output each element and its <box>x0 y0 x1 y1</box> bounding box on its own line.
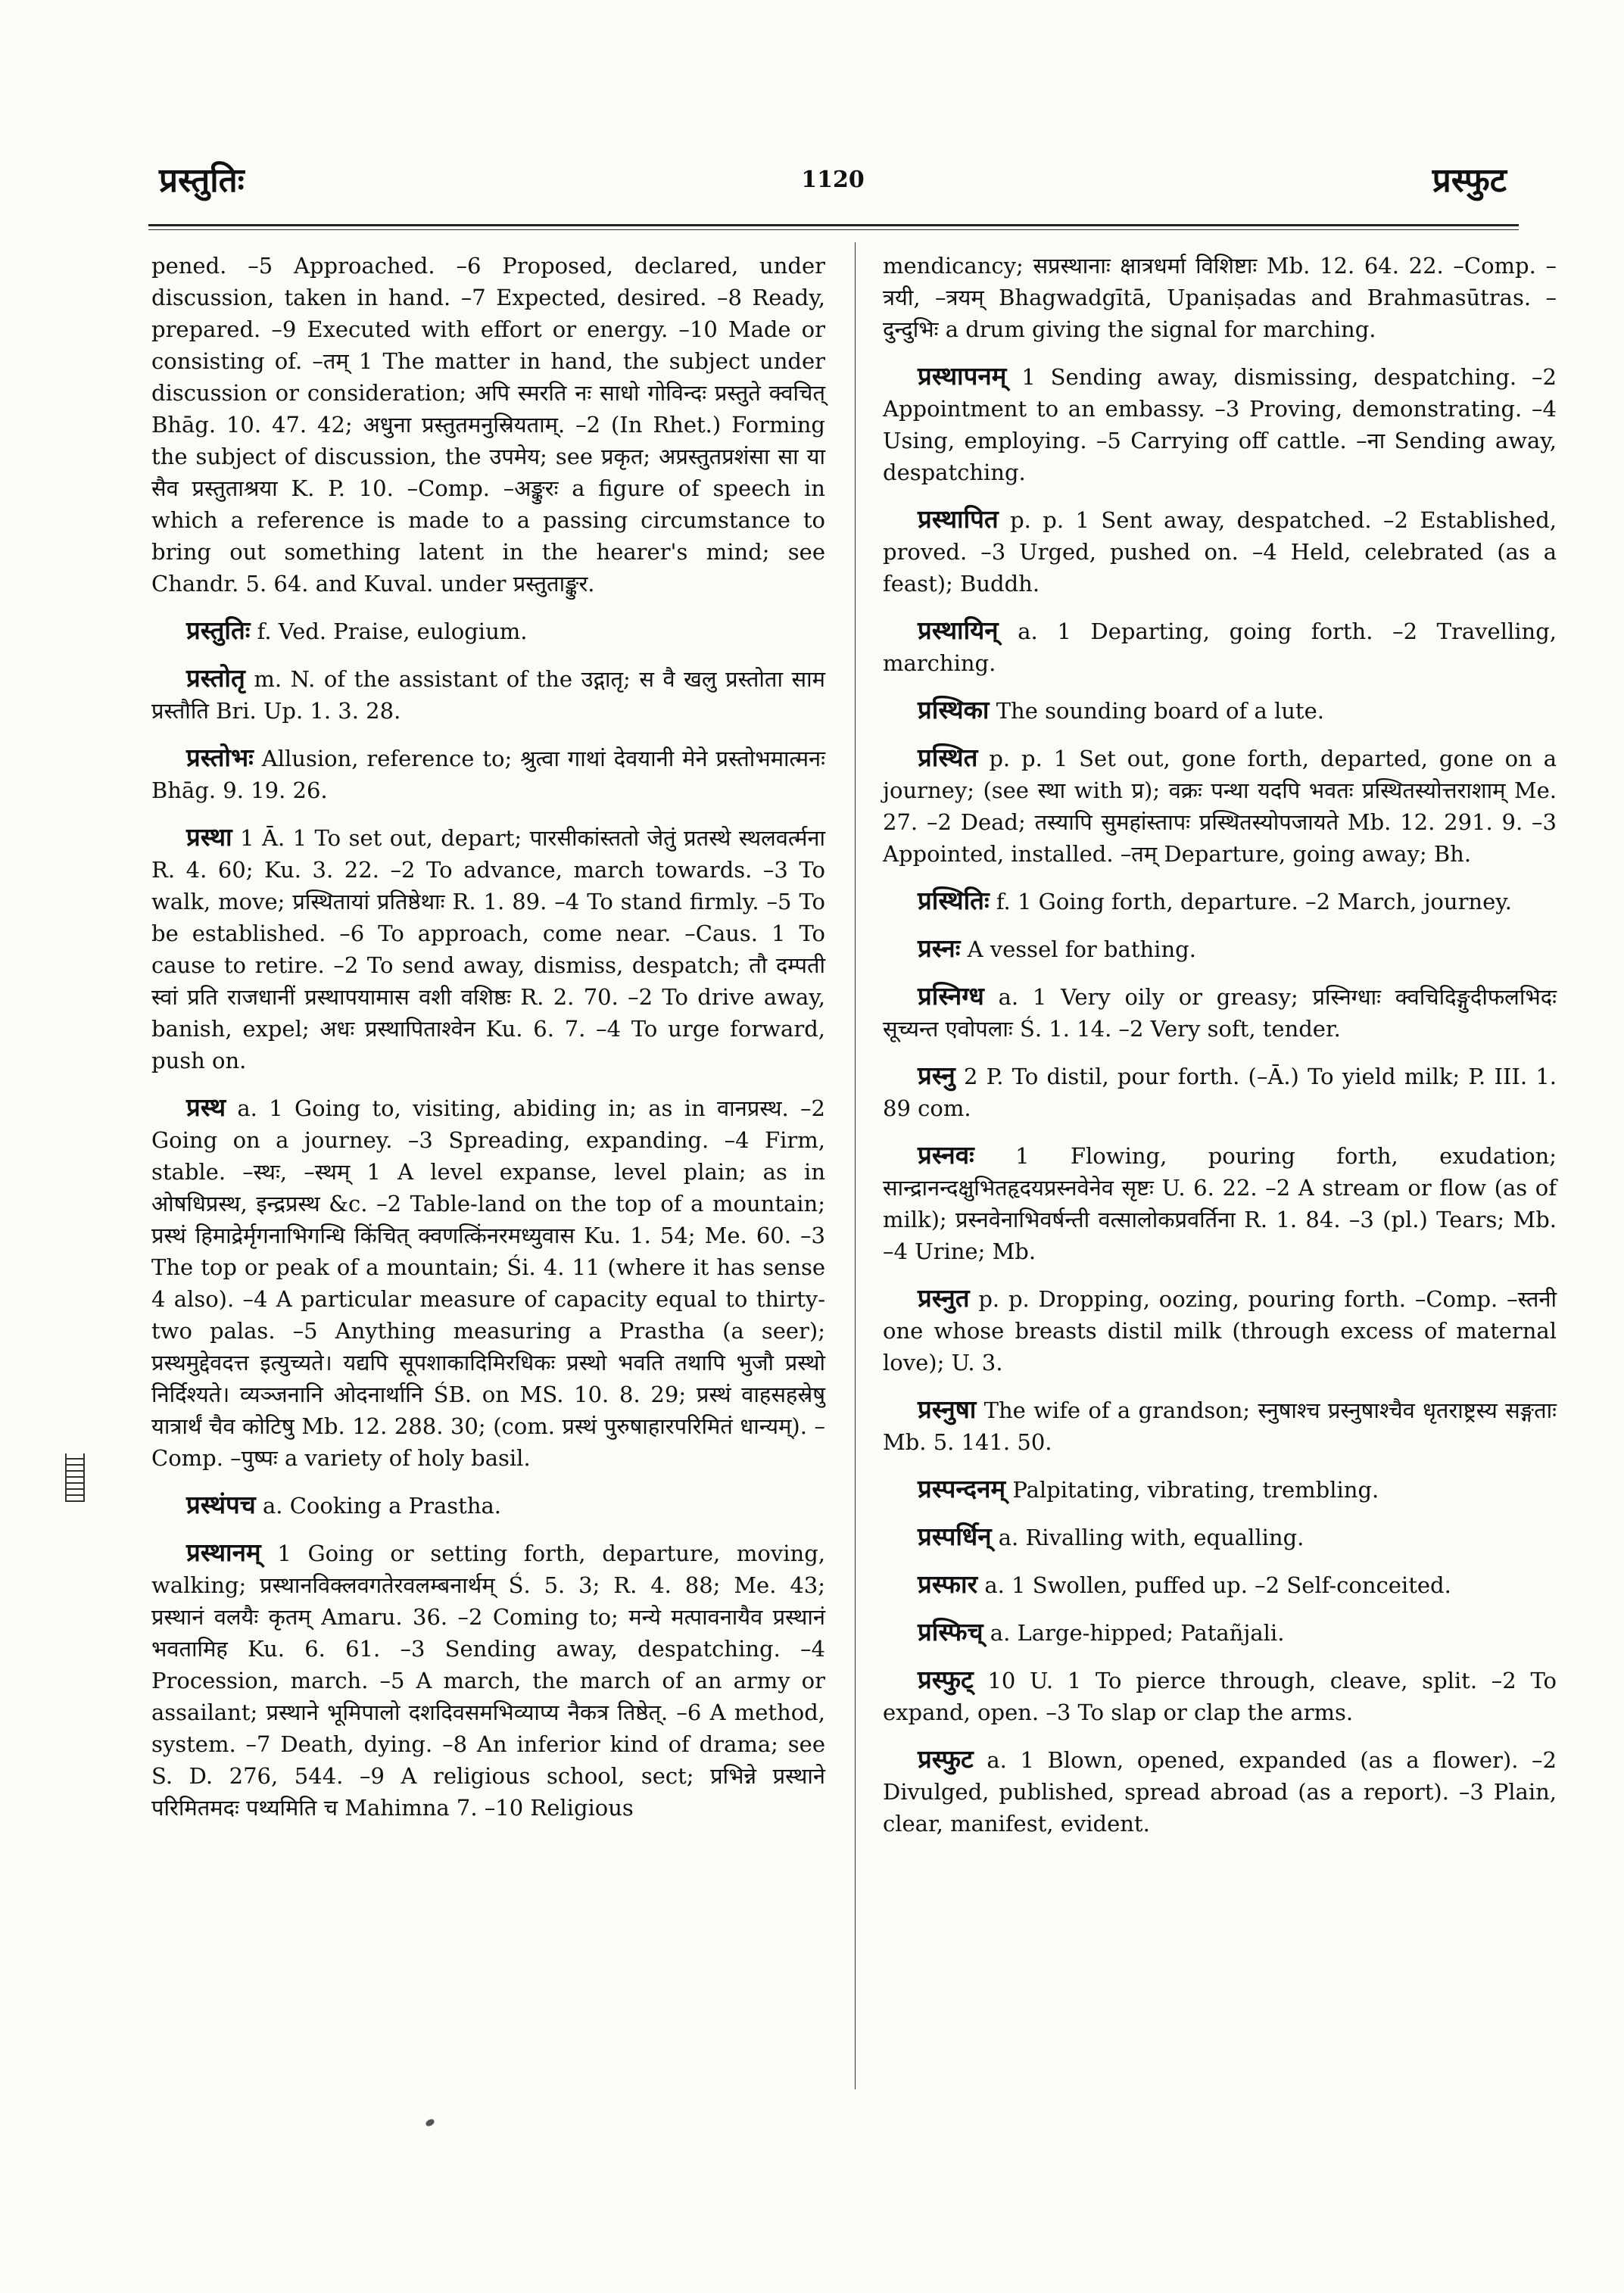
entry-definition: a. Rivalling with, equalling. <box>998 1525 1304 1550</box>
right-column <box>883 250 1557 1855</box>
dictionary-entry <box>883 1616 1557 1649</box>
entry-headword: प्रस्थापित <box>918 504 999 534</box>
dictionary-entry <box>883 503 1557 600</box>
entry-definition: a. 1 Blown, opened, expanded (as a flower). –2 Divulged, published, spread abroad (as a report). –3 Plain, clear, manifest, evident. <box>883 1747 1557 1837</box>
dictionary-entry <box>151 742 825 806</box>
entry-definition: 1 Sending away, dismissing, despatching. –2 Appointment to an embassy. –3 Proving, demonstrating. –4 Using, employing. –5 Carrying off cattle. –ना Sending away, despatching. <box>883 364 1557 485</box>
entry-headword: प्रस्था <box>186 822 232 852</box>
dictionary-entry <box>883 1473 1557 1506</box>
entry-headword: प्रस्फुट <box>918 1744 974 1774</box>
page-header <box>159 156 1507 209</box>
dictionary-entry <box>151 1489 825 1522</box>
print-speck <box>425 2118 435 2128</box>
entry-definition: m. N. of the assistant of the उद्गातृ; स वै खलु प्रस्तोता साम प्रस्तौति Bri. Up. 1. 3. 28. <box>151 666 825 724</box>
dictionary-entry <box>151 821 825 1076</box>
dictionary-entry <box>883 1282 1557 1379</box>
dictionary-entry <box>883 1569 1557 1601</box>
entry-headword: प्रस्थ <box>186 1092 226 1122</box>
entry-headword: प्रस्थित <box>918 743 978 772</box>
dictionary-entry <box>883 250 1557 345</box>
dictionary-entry <box>883 1060 1557 1124</box>
dictionary-entry <box>883 1394 1557 1458</box>
entry-definition: 1 Ā. 1 To set out, depart; पारसीकांस्ततो जेतुं प्रतस्थे स्थलवर्त्मना R. 4. 60; Ku. 3. 22. –2 To advance, march towards. –3 To walk, move; प्रस्थितायां प्रतिष्ठेथाः R. 1. 89. –4 To stand firmly. –5 To be established. –6 To approach, come near. –Caus. 1 To cause to retire. –2 To send away, dismiss, despatch; तौ दम्पती स्वां प्रति राजधानीं प्रस्थापयामास वशी वशिष्ठः R. 2. 70. –2 To drive away, banish, expel; अधः प्रस्थापिताश्वेन Ku. 6. 7. –4 To urge forward, push on. <box>151 825 826 1073</box>
entry-headword: प्रस्फार <box>918 1569 978 1599</box>
entry-definition: f. 1 Going forth, departure. –2 March, journey. <box>996 889 1513 914</box>
entry-headword: प्रस्थिका <box>918 695 990 724</box>
dictionary-entry <box>883 1139 1557 1267</box>
entry-headword: प्रस्पर्धिन् <box>918 1522 992 1551</box>
header-right-guideword: प्रस्फुट <box>1432 161 1507 200</box>
dictionary-entry <box>883 1743 1557 1840</box>
left-column <box>151 250 825 1839</box>
header-rule <box>148 224 1519 226</box>
dictionary-entry <box>883 615 1557 679</box>
entry-definition: a. Large-hipped; Patañjali. <box>990 1620 1285 1646</box>
entry-definition: mendicancy; सप्रस्थानाः क्षात्रधर्मा विशिष्टाः Mb. 12. 64. 22. –Comp. –त्रयी, –त्रयम् Bhagwadgītā, Upaniṣadas and Brahmasūtras. –दुन्दुभिः a drum giving the signal for marching. <box>883 253 1557 342</box>
dictionary-entry <box>883 694 1557 727</box>
dictionary-entry <box>883 1521 1557 1553</box>
dictionary-entry <box>151 1537 825 1824</box>
dictionary-entry <box>883 980 1557 1045</box>
entry-headword: प्रस्नवः <box>918 1140 974 1170</box>
entry-definition: 2 P. To distil, pour forth. (–Ā.) To yield milk; P. III. 1. 89 com. <box>883 1064 1557 1121</box>
header-left-guideword: प्रस्तुतिः <box>159 161 245 200</box>
page-number: 1120 <box>801 167 865 193</box>
entry-definition: a. 1 Departing, going forth. –2 Travelling, marching. <box>883 618 1557 676</box>
entry-headword: प्रस्नुषा <box>918 1394 977 1424</box>
dictionary-entry <box>151 250 825 600</box>
entry-headword: प्रस्थंपच <box>186 1490 256 1519</box>
dictionary-entry <box>151 1092 825 1474</box>
entry-definition: A vessel for bathing. <box>967 936 1196 962</box>
entry-definition: p. p. 1 Sent away, despatched. –2 Established, proved. –3 Urged, pushed on. –4 Held, celebrated (as a feast); Buddh. <box>883 507 1557 597</box>
entry-definition: 1 Going or setting forth, departure, moving, walking; प्रस्थानविक्लवगतेरवलम्बनार्थम् Ś. 5. 3; R. 4. 88; Me. 43; प्रस्थानं वलयैः कृतम् Amaru. 36. –2 Coming to; मन्ये मत्पावनायैव प्रस्थानं भवतामिह Ku. 6. 61. –3 Sending away, despatching. –4 Procession, march. –5 A march, the march of an army or assailant; प्रस्थाने भूमिपालो दशदिवसमभिव्याप्य नैकत्र तिष्ठेत्. –6 A method, system. –7 Death, dying. –8 An inferior kind of drama; see S. D. 276, 544. –9 A religious school, sect; प्रभिन्ने प्रस्थाने परिमितमदः पथ्यमिति च Mahimna 7. –10 Religious <box>151 1541 825 1821</box>
entry-definition: a. 1 Very oily or greasy; प्रस्निग्धाः क्वचिदिङ्गुदीफलभिदः सूच्यन्त एवोपलाः Ś. 1. 14. –2 Very soft, tender. <box>883 984 1557 1042</box>
dictionary-entry <box>151 615 825 647</box>
entry-headword: प्रस्तुतिः <box>186 615 251 645</box>
entry-headword: प्रस्फिच् <box>918 1617 983 1647</box>
entry-headword: प्रस्थायिन् <box>918 615 999 645</box>
entry-headword: प्रस्पन्दनम् <box>918 1474 1006 1503</box>
entry-headword: प्रस्नु <box>918 1061 955 1090</box>
entry-definition: a. 1 Swollen, puffed up. –2 Self-conceited. <box>984 1572 1451 1598</box>
entry-headword: प्रस्नुत <box>918 1283 970 1313</box>
header-rule-thin <box>148 229 1519 230</box>
dictionary-entry <box>883 933 1557 965</box>
entry-definition: a. 1 Going to, visiting, abiding in; as in वानप्रस्थ. –2 Going on a journey. –3 Spreading, expanding. –4 Firm, stable. –स्थः, –स्थम् 1 A level expanse, level plain; as in ओषधिप्रस्थ, इन्द्रप्रस्थ &c. –2 Table-land on the top of a mountain; प्रस्थं हिमाद्रेर्मृगनाभिगन्धि किंचित् क्वणत्किंनरमध्युवास Ku. 1. 54; Me. 60. –3 The top or peak of a mountain; Śi. 4. 11 (where it has sense 4 also). –4 A particular measure of capacity equal to thirty-two palas. –5 Anything measuring a Prastha (a seer); प्रस्थमुद्देवदत्त इत्युच्यते। यद्यपि सूपशाकादिमिरधिकः प्रस्थो भवति तथापि भुजौ प्रस्थो निर्दिश्यते। व्यञ्जनानि ओदनार्थानि ŚB. on MS. 10. 8. 29; प्रस्थं वाहसहस्रेषु यात्रार्थं चैव कोटिषु Mb. 12. 288. 30; (com. प्रस्थं पुरुषाहारपरिमितं धान्यम्). –Comp. –पुष्पः a variety of holy basil. <box>151 1095 826 1471</box>
dictionary-entry <box>151 662 825 727</box>
entry-definition: The wife of a grandson; स्नुषाश्च प्रस्नुषाश्चैव धृतराष्ट्रस्य सङ्गताः Mb. 5. 141. 50. <box>883 1397 1557 1455</box>
entry-definition: p. p. Dropping, oozing, pouring forth. –Comp. –स्तनी one whose breasts distil milk (through excess of maternal love); U. 3. <box>883 1286 1557 1375</box>
column-divider <box>855 242 856 2089</box>
entry-definition: a. Cooking a Prastha. <box>262 1493 502 1519</box>
entry-headword: प्रस्तोभः <box>186 743 254 772</box>
margin-mark <box>65 1453 85 1502</box>
entry-definition: p. p. 1 Set out, gone forth, departed, gone on a journey; (see स्था with प्र); वक्रः पन्था यदपि भवतः प्रस्थितस्योत्तराशाम् Me. 27. –2 Dead; तस्यापि सुमहांस्तापः प्रस्थितस्योपजायते Mb. 12. 291. 9. –3 Appointed, installed. –तम् Departure, going away; Bh. <box>883 746 1557 867</box>
entry-headword: प्रस्थापनम् <box>918 361 1007 391</box>
entry-definition: Palpitating, vibrating, trembling. <box>1012 1477 1379 1503</box>
entry-headword: प्रस्तोतृ <box>186 663 245 693</box>
entry-headword: प्रस्फुट् <box>918 1665 974 1694</box>
dictionary-entry <box>883 1664 1557 1728</box>
entry-definition: f. Ved. Praise, eulogium. <box>257 618 528 644</box>
entry-definition: Allusion, reference to; श्रुत्वा गाथां देवयानी मेने प्रस्तोभमात्मनः Bhāg. 9. 19. 26. <box>151 746 826 803</box>
entry-headword: प्रस्नः <box>918 933 961 963</box>
dictionary-entry <box>883 742 1557 870</box>
dictionary-entry <box>883 885 1557 918</box>
entry-headword: प्रस्थितिः <box>918 886 990 915</box>
dictionary-entry <box>883 360 1557 488</box>
entry-definition: The sounding board of a lute. <box>996 698 1324 724</box>
entry-headword: प्रस्निग्ध <box>918 981 984 1011</box>
entry-definition: 1 Flowing, pouring forth, exudation; सान्द्रानन्दक्षुभितहृदयप्रस्नवेनेव सृष्टः U. 6. 22. –2 A stream or flow (as of milk); प्रस्नवेनाभिवर्षन्ती वत्सालोकप्रवर्तिना R. 1. 84. –3 (pl.) Tears; Mb. –4 Urine; Mb. <box>883 1143 1557 1264</box>
entry-definition: pened. –5 Approached. –6 Proposed, declared, under discussion, taken in hand. –7 Expected, desired. –8 Ready, prepared. –9 Executed with effort or energy. –10 Made or consisting of. –तम् 1 The matter in hand, the subject under discussion or consideration; अपि स्मरति नः साधो गोविन्दः प्रस्तुते क्वचित् Bhāg. 10. 47. 42; अधुना प्रस्तुतमनुस्रियताम्. –2 (In Rhet.) Forming the subject of discussion, the उपमेय; see प्रकृत; अप्रस्तुतप्रशंसा सा या सैव प्रस्तुताश्रया K. P. 10. –Comp. –अङ्कुरः a figure of speech in which a reference is made to a passing circumstance to bring out something latent in the hearer's mind; see Chandr. 5. 64. and Kuval. under प्रस्तुताङ्कुर. <box>151 253 825 597</box>
entry-definition: 10 U. 1 To pierce through, cleave, split. –2 To expand, open. –3 To slap or clap the arms. <box>883 1668 1557 1725</box>
entry-headword: प्रस्थानम् <box>186 1537 261 1567</box>
